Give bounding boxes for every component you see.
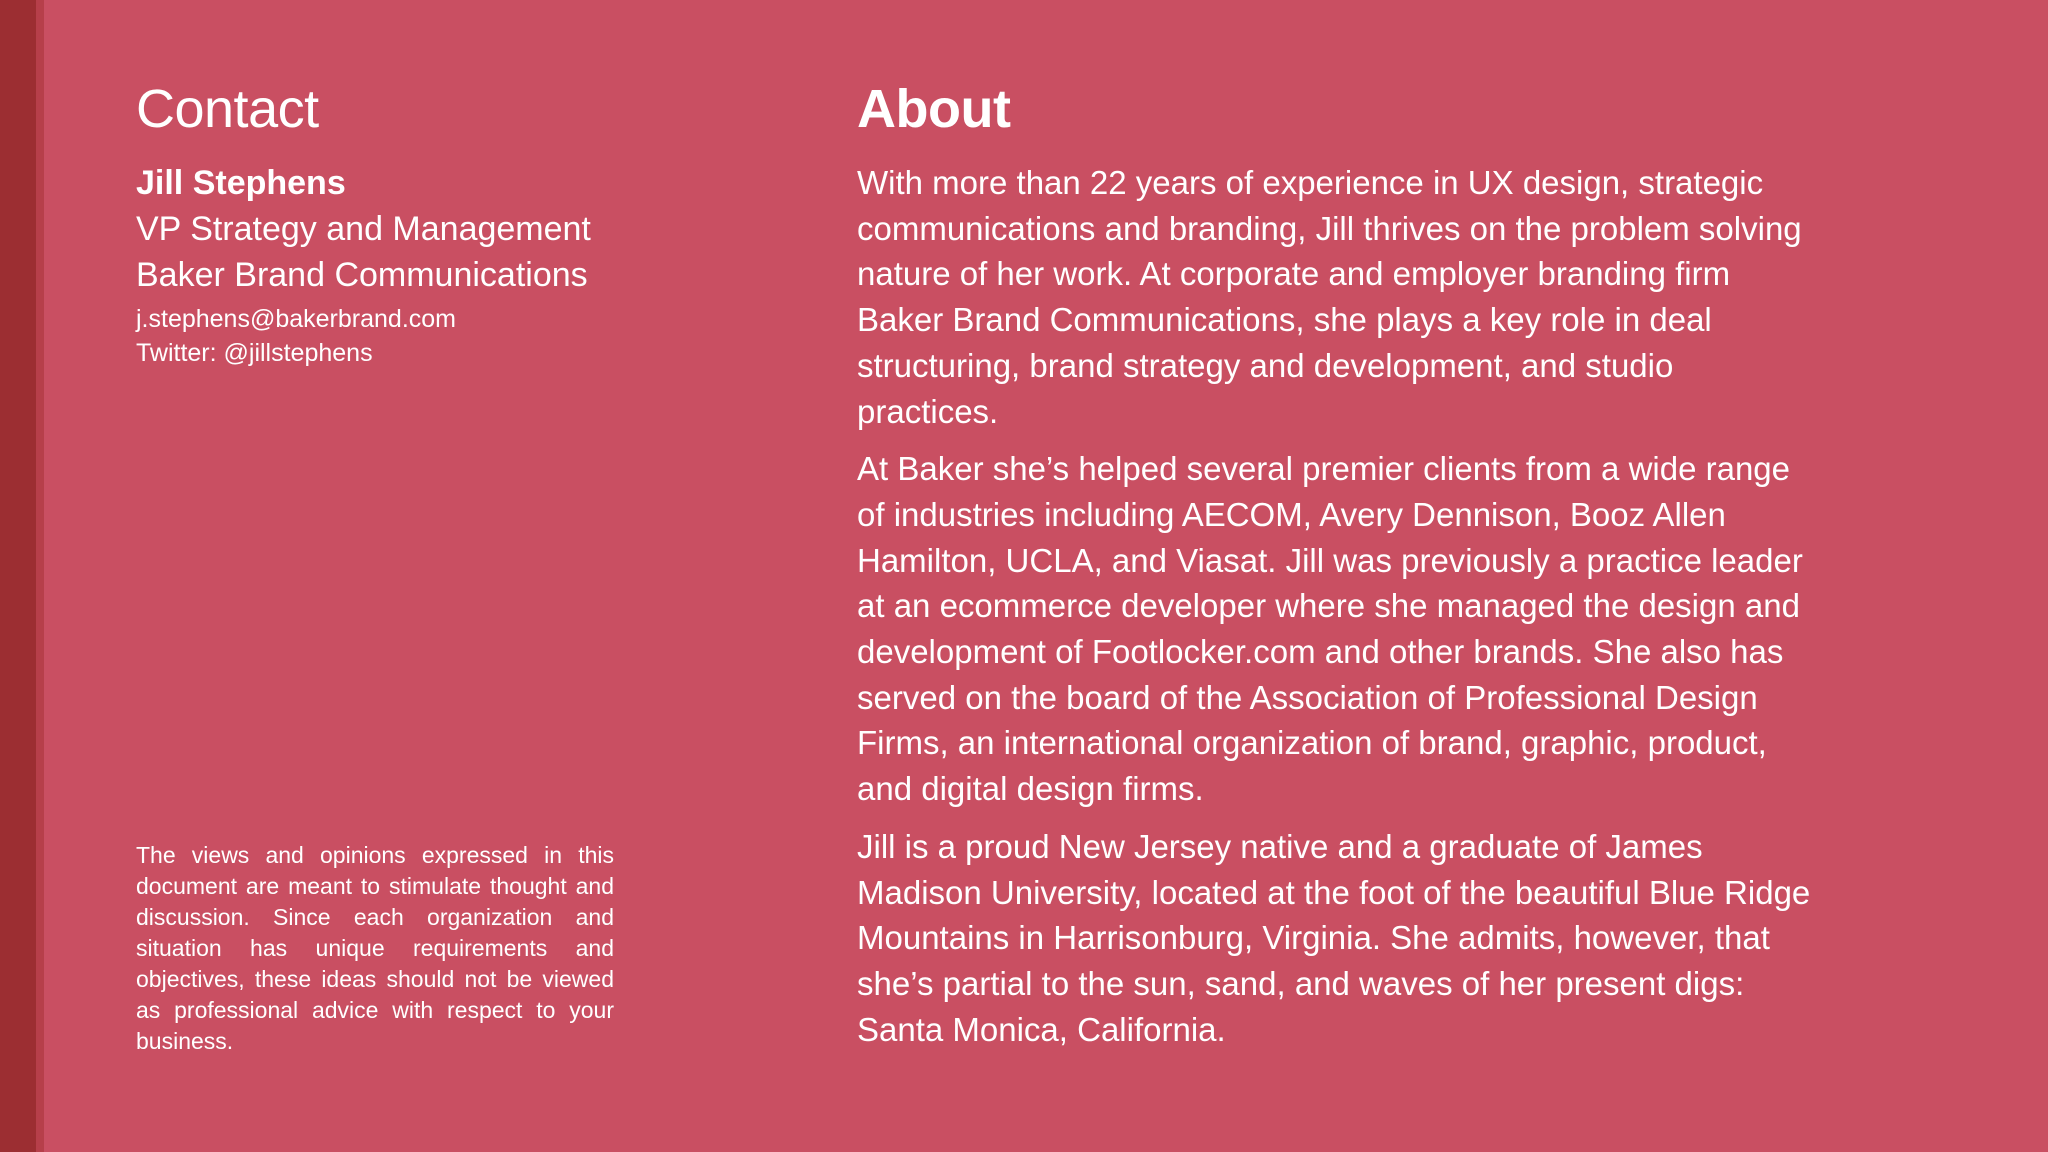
about-paragraph-1: With more than 22 years of experience in UX design, strategic communications and branding, Jill thrives on the problem solving nature of her work. At corporate and employer branding firm Baker Brand Communications, she plays a key role in deal structuring, brand strategy and development, and studio practices. (857, 164, 1802, 430)
contact-name: Jill Stephens (136, 164, 346, 202)
left-accent-bar-edge (36, 0, 44, 1152)
contact-section (136, 78, 656, 370)
contact-email: j.stephens@bakerbrand.com (136, 305, 456, 333)
about-heading: About (857, 79, 1011, 139)
about-section (857, 78, 1817, 1052)
about-paragraph-3: Jill is a proud New Jersey native and a graduate of James Madison University, located at the foot of the beautiful Blue Ridge Mountains in Harrisonburg, Virginia. She admits, however, that she’s partial to the sun, sand, and waves of her present digs: Santa Monica, California. (857, 827, 1811, 1048)
contact-twitter: Twitter: @jillstephens (136, 339, 373, 367)
left-accent-bar (0, 0, 36, 1152)
contact-title: VP Strategy and Management (136, 210, 591, 248)
contact-company: Baker Brand Communications (136, 256, 588, 294)
contact-heading: Contact (136, 79, 319, 139)
disclaimer-text: The views and opinions expressed in this document are meant to stimulate thought and discussion. Since each organization and situation has unique requirements and objectives, these ideas should not be viewed as professional advice with respect to your business. (136, 842, 614, 1054)
about-paragraph-2: At Baker she’s helped several premier clients from a wide range of industries including AECOM, Avery Dennison, Booz Allen Hamilton, UCLA, and Viasat. Jill was previously a practice leader at an ecommerce developer where she managed the design and development of Footlocker.com and other brands. She also has served on the board of the Association of Professional Design Firms, an international organization of brand, graphic, product, and digital design firms. (857, 450, 1803, 808)
